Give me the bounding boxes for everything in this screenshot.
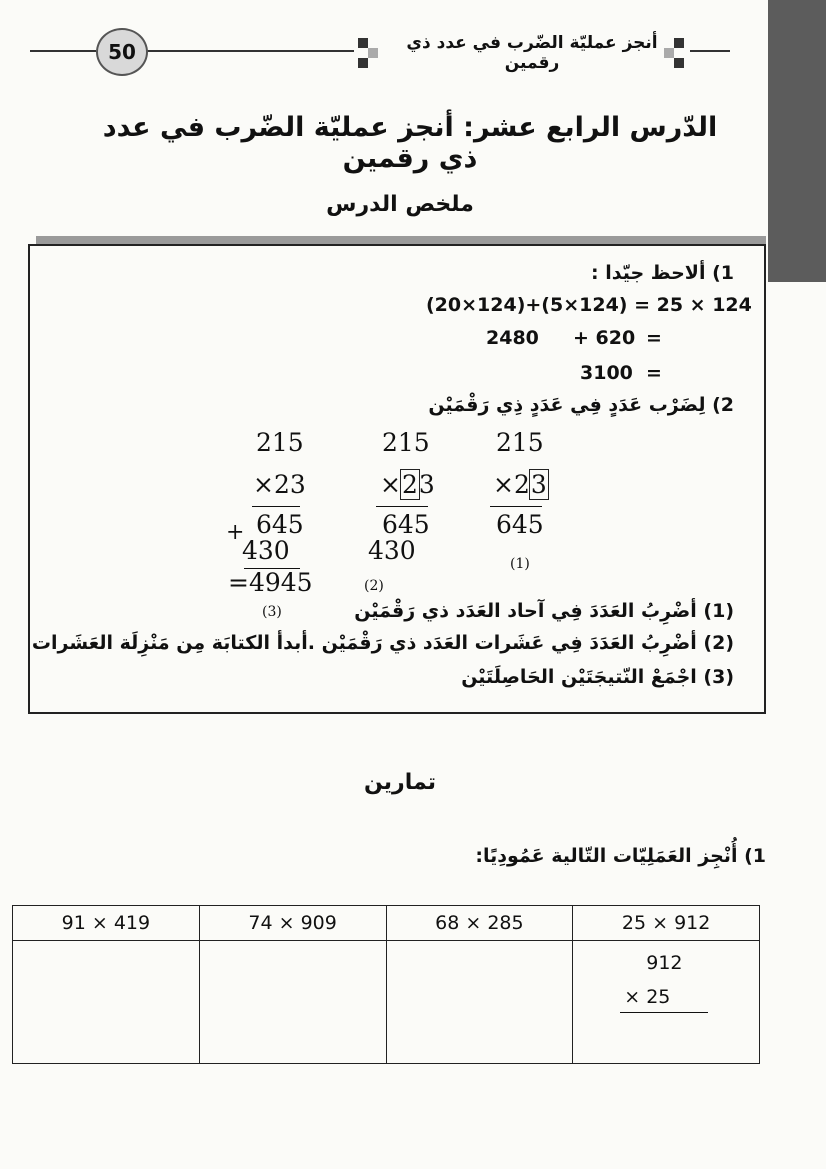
col2-rule: [376, 506, 428, 507]
col1-rule: [490, 506, 542, 507]
exercise-work-area[interactable]: [13, 941, 200, 1064]
col3-multiplier: ×23: [253, 470, 306, 499]
equation-line-1: (20×124)+(5×124) = 25 × 124: [426, 294, 752, 316]
worked-multiplicand: 912: [646, 952, 683, 974]
exercise-table: [12, 905, 760, 1064]
col3-total: =4945: [228, 568, 313, 597]
exercise-1-instruction: 1) أُنْجِز العَمَلِيّات التّالية عَمُودِيًا:: [475, 845, 766, 867]
method-label: 2) لِضَرْب عَدَدٍ فِي عَدَدٍ ذِي رَقْمَيْن: [428, 394, 734, 416]
worked-rule: [620, 1012, 708, 1013]
col2-multiplicand: 215: [382, 428, 430, 457]
header-square-decor: [358, 38, 368, 48]
exercise-work-area[interactable]: [573, 941, 760, 1064]
header-rule-right: [690, 50, 730, 52]
col3-step-label: (3): [262, 604, 282, 620]
header-rule-middle: [146, 50, 354, 52]
col2-step-label: (2): [364, 578, 384, 594]
equation-2-value: 2480: [486, 327, 539, 349]
col3-partial: 645: [256, 510, 304, 539]
col1-multiplicand: 215: [496, 428, 544, 457]
header-square-decor: [368, 48, 378, 58]
exercise-cell-header: 91 × 419: [13, 906, 200, 941]
col1-multiplier: ×23: [493, 470, 547, 499]
summary-title: ملخص الدرس: [326, 192, 474, 217]
step-3-text: (3) اجْمَعْ النّتيجَتَيْن الحَاصِلَتَيْن: [461, 666, 734, 688]
col3-plus-sign: +: [226, 520, 245, 545]
page-edge-tab: [768, 0, 826, 282]
header-title: أنجز عمليّة الضّرب في عدد ذي رقمين: [406, 33, 658, 73]
observe-label: 1) ألاحظ جيّدا :: [591, 262, 734, 284]
exercise-work-area[interactable]: [199, 941, 386, 1064]
exercise-cell-header: 68 × 285: [386, 906, 573, 941]
col2-partial: 645: [382, 510, 430, 539]
exercise-work-area[interactable]: [386, 941, 573, 1064]
lesson-title: الدّرس الرابع عشر: أنجز عمليّة الضّرب في عدد ذي رقمين: [102, 112, 718, 174]
col3-multiplicand: 215: [256, 428, 304, 457]
equation-3-equals: =: [646, 362, 662, 384]
exercise-cell-header: 74 × 909: [199, 906, 386, 941]
exercise-cell-header: 25 × 912: [573, 906, 760, 941]
page-number: 50: [96, 28, 148, 76]
equation-3-value: 3100: [580, 362, 633, 384]
equation-2-addend: + 620: [573, 327, 636, 349]
header-square-decor: [674, 38, 684, 48]
col2-multiplier: ×23: [380, 470, 435, 499]
col2-second-partial: 430: [368, 536, 416, 565]
step-2-text: (2) أضْرِبُ العَدَدَ فِي عَشَرات العَدَد ذي رَقْمَيْن .أبدأ الكتابَة مِن مَنْزِلَة العَشَرات: [31, 632, 734, 654]
worked-multiplier: × 25: [624, 986, 671, 1008]
header-rule-left: [30, 50, 96, 52]
header-square-decor: [358, 58, 368, 68]
col1-partial: 645: [496, 510, 544, 539]
col1-step-label: (1): [510, 556, 530, 572]
step-1-text: (1) أضْرِبُ العَدَدَ فِي آحاد العَدَد ذي رَقْمَيْن: [354, 600, 734, 622]
header-square-decor: [674, 58, 684, 68]
exercises-title: تمارين: [364, 770, 436, 795]
col3-rule: [252, 506, 300, 507]
col3-second-partial: 430: [242, 536, 290, 565]
equation-2-equals: =: [646, 327, 662, 349]
